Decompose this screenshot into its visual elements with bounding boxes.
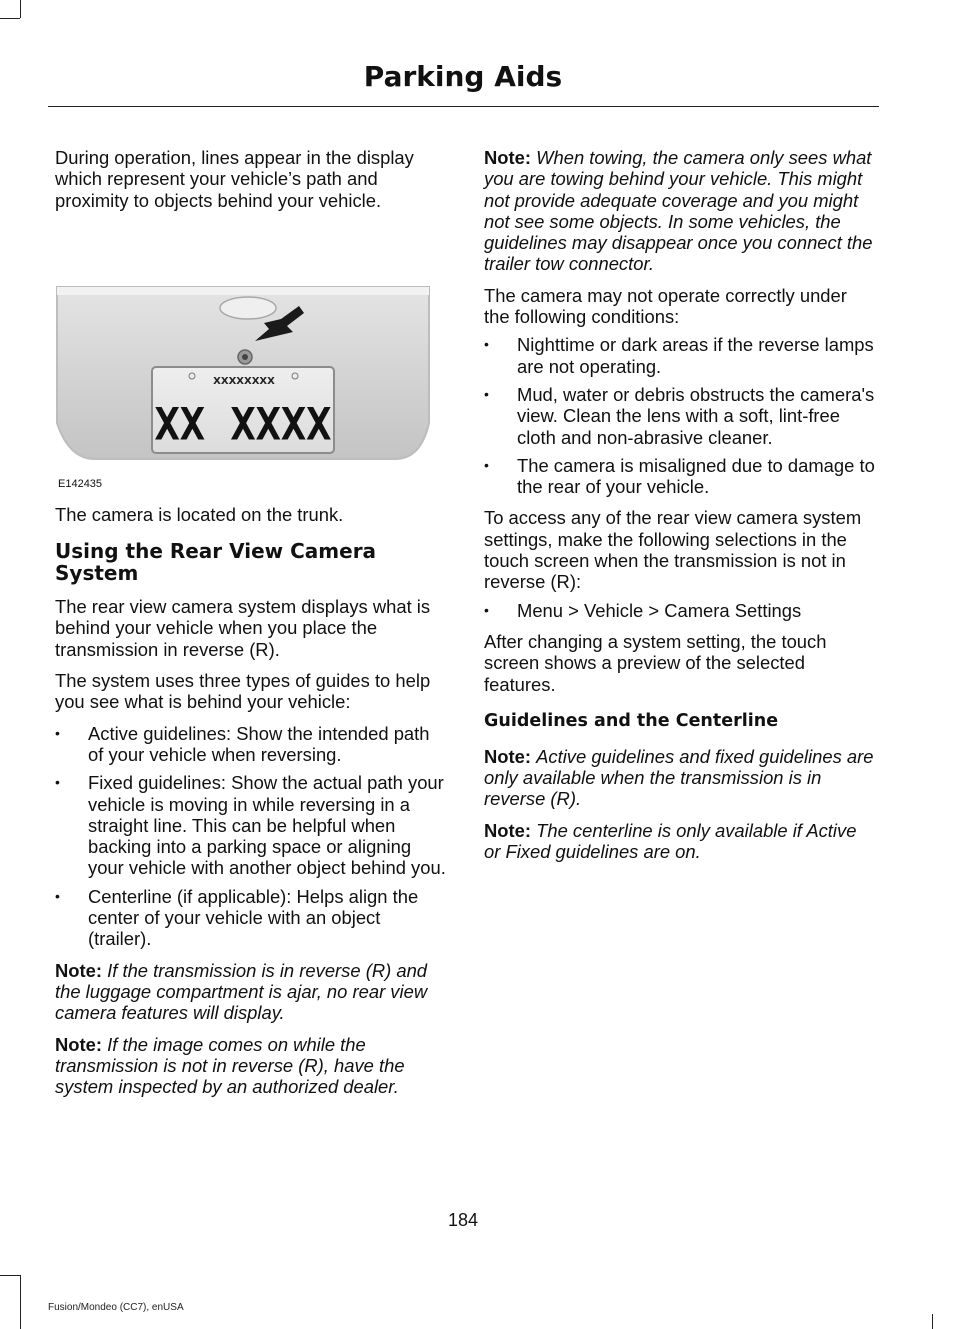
section-paragraph-1: The rear view camera system displays what is behind your vehicle when you place the transmission in reverse (R). xyxy=(55,596,431,660)
left-column xyxy=(55,147,447,1107)
trunk-illustration xyxy=(55,263,435,463)
page-title: Parking Aids xyxy=(363,60,563,93)
crop-mark xyxy=(0,18,20,19)
note-label: Note: xyxy=(484,745,531,767)
list-item: • Mud, water or debris obstructs the camera's view. Clean the lens with a soft, lint-free cloth and non-abrasive cleaner. xyxy=(484,384,876,448)
note-text: Active guidelines and fixed guidelines are only available when the transmission is in reverse (R). xyxy=(484,745,874,810)
plate-large-text: XX XXXX xyxy=(154,399,332,451)
crop-mark xyxy=(932,1314,933,1329)
list-item: • Nighttime or dark areas if the reverse lamps are not operating. xyxy=(484,334,876,377)
conditions-list xyxy=(484,334,876,497)
plate-small-text: XXXXXXXX xyxy=(213,375,275,387)
section-heading: Using the Rear View Camera System xyxy=(55,539,377,586)
page-number: 184 xyxy=(447,1210,479,1230)
after-change-paragraph: After changing a system setting, the touch screen shows a preview of the selected features. xyxy=(484,630,827,695)
note-reverse-ajar xyxy=(55,960,447,1024)
crop-mark xyxy=(20,1275,21,1329)
note-text: If the transmission is in reverse (R) and the luggage compartment is ajar, no rear view camera features will display. xyxy=(55,959,428,1024)
settings-intro: To access any of the rear view camera system settings, make the following selections in the touch screen when the transmission is not in reverse (R): xyxy=(484,507,862,593)
intro-paragraph: During operation, lines appear in the display which represent your vehicle’s path and proximity to objects behind your vehicle. xyxy=(55,147,414,211)
note-text: The centerline is only available if Active or Fixed guidelines are on. xyxy=(484,819,857,863)
note-label: Note: xyxy=(484,147,531,168)
list-item: • Fixed guidelines: Show the actual path your vehicle is moving in while reversing in a straight line. This can be helpful when backing into a parking space or aligning your vehicle with another object behind you. xyxy=(55,772,447,878)
note-label: Note: xyxy=(484,819,531,841)
note-inspection xyxy=(55,1034,447,1098)
camera-location-text: The camera is located on the trunk. xyxy=(55,503,344,525)
crop-mark xyxy=(20,0,21,18)
list-item: • The camera is misaligned due to damage to the rear of your vehicle. xyxy=(484,455,876,498)
guide-types-list xyxy=(55,723,447,950)
note-text: When towing, the camera only sees what you are towing behind your vehicle. This might not provide adequate coverage and you might not see some objects. In some vehicles, the guidelines may disappear once you connect the trailer tow connector. xyxy=(484,147,873,275)
note-label: Note: xyxy=(55,1033,102,1055)
section-paragraph-2: The system uses three types of guides to help you see what is behind your vehicle: xyxy=(55,670,431,713)
conditions-intro: The camera may not operate correctly under the following conditions: xyxy=(484,284,847,328)
right-column xyxy=(484,147,876,872)
note-label: Note: xyxy=(55,959,102,981)
header-divider xyxy=(48,106,879,107)
note-towing xyxy=(484,147,876,275)
note-text: If the image comes on while the transmission is not in reverse (R), have the system inspected by an authorized dealer. xyxy=(55,1033,405,1098)
subsection-heading: Guidelines and the Centerline xyxy=(484,710,779,731)
note-guidelines-availability xyxy=(484,746,876,810)
camera-location-illustration xyxy=(55,263,447,478)
settings-path-list xyxy=(484,600,876,621)
list-item: • Centerline (if applicable): Helps align the center of your vehicle with an object (trailer). xyxy=(55,886,447,950)
trunk-release-button xyxy=(220,297,276,319)
footer-edition: Fusion/Mondeo (CC7), enUSA xyxy=(48,1302,184,1313)
crop-mark xyxy=(0,1275,20,1276)
list-item: • Menu > Vehicle > Camera Settings xyxy=(484,600,876,621)
figure-id: E142435 xyxy=(58,477,103,490)
note-centerline xyxy=(484,820,876,863)
list-item: • Active guidelines: Show the intended path of your vehicle when reversing. xyxy=(55,723,447,766)
